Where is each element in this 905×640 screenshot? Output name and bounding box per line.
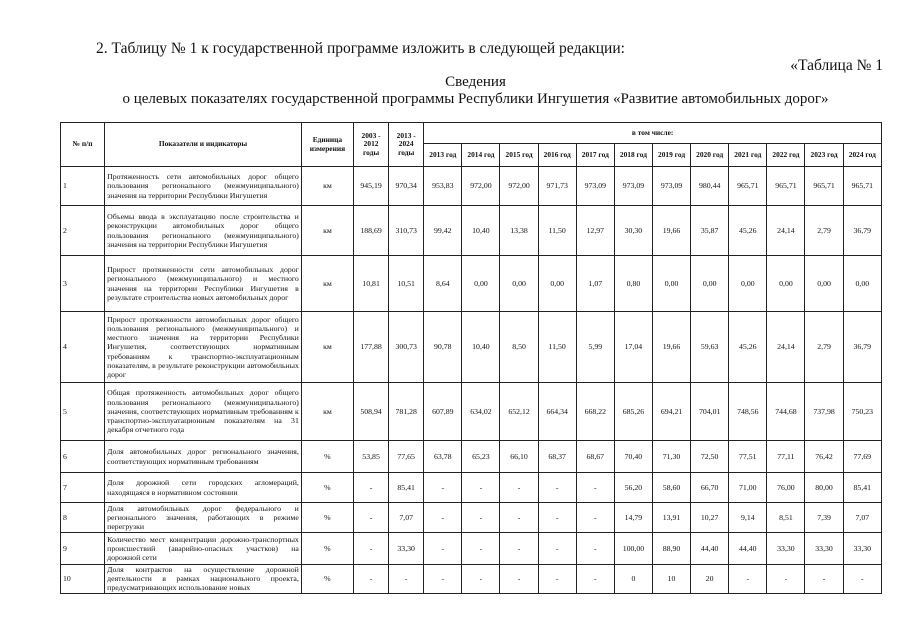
year-value: 8,51: [767, 503, 805, 533]
unit-cell: км: [301, 206, 353, 256]
year-value: 58,60: [652, 473, 690, 503]
year-value: 10,40: [462, 312, 500, 383]
year-value: 68,67: [576, 441, 614, 473]
year-value: 0,00: [767, 256, 805, 312]
year-value: 19,66: [652, 312, 690, 383]
year-value: -: [538, 503, 576, 533]
year-value: 11,50: [538, 206, 576, 256]
year-value: 685,26: [614, 383, 652, 441]
year-value: -: [424, 565, 462, 594]
year-value: 12,97: [576, 206, 614, 256]
year-value: 68,37: [538, 441, 576, 473]
header-year: 2023 год: [805, 144, 843, 167]
value-2003-2012: 53,85: [354, 441, 389, 473]
value-2013-2024: 7,07: [389, 503, 424, 533]
unit-cell: км: [301, 312, 353, 383]
year-value: 664,34: [538, 383, 576, 441]
year-value: 737,98: [805, 383, 843, 441]
year-value: 10,40: [462, 206, 500, 256]
year-value: 19,66: [652, 206, 690, 256]
year-value: 2,79: [805, 312, 843, 383]
table-row: [61, 167, 882, 206]
year-value: 70,40: [614, 441, 652, 473]
year-value: 77,51: [729, 441, 767, 473]
year-value: -: [538, 473, 576, 503]
year-value: 668,22: [576, 383, 614, 441]
year-value: 77,11: [767, 441, 805, 473]
year-value: 971,73: [538, 167, 576, 206]
unit-cell: %: [301, 503, 353, 533]
year-value: 71,00: [729, 473, 767, 503]
year-value: -: [729, 565, 767, 594]
year-value: 10: [652, 565, 690, 594]
year-value: 694,21: [652, 383, 690, 441]
year-value: 748,56: [729, 383, 767, 441]
year-value: 2,79: [805, 206, 843, 256]
indicator-name: Протяженность сети автомобильных дорог общего пользования регионального (межмуниципального) значения на территории Республики Ингушетия: [105, 167, 302, 206]
year-value: 0,00: [805, 256, 843, 312]
year-value: 88,90: [652, 533, 690, 565]
indicator-name: Прирост протяженности автомобильных дорог общего пользования регионального (межмуниципального) и местного значения на территории Республики Ингушетия, соответствующих нормативным требованиям к транспортно-эксплуатационным показателям, в результате реконструкции автомобильных дорог: [105, 312, 302, 383]
year-value: 0,00: [843, 256, 881, 312]
header-year: 2017 год: [576, 144, 614, 167]
year-value: 8,50: [500, 312, 538, 383]
year-value: -: [424, 503, 462, 533]
year-value: 973,09: [652, 167, 690, 206]
year-value: 66,70: [691, 473, 729, 503]
year-value: 0,80: [614, 256, 652, 312]
year-value: -: [576, 503, 614, 533]
year-value: 76,00: [767, 473, 805, 503]
year-value: 65,23: [462, 441, 500, 473]
year-value: -: [767, 565, 805, 594]
year-value: -: [538, 565, 576, 594]
table-title: Сведения: [445, 74, 506, 90]
row-number: 1: [61, 167, 105, 206]
value-2003-2012: 945,19: [354, 167, 389, 206]
year-value: 972,00: [462, 167, 500, 206]
row-number: 10: [61, 565, 105, 594]
year-value: 33,30: [805, 533, 843, 565]
year-value: 0,00: [500, 256, 538, 312]
indicator-name: Доля автомобильных дорог регионального значения, соответствующих нормативным требованиям: [105, 441, 302, 473]
year-value: 99,42: [424, 206, 462, 256]
row-number: 9: [61, 533, 105, 565]
year-value: 35,87: [691, 206, 729, 256]
indicator-name: Доля контрактов на осуществление дорожной деятельности в рамках национального проекта, предусматривающих использование новых: [105, 565, 302, 594]
year-value: 44,40: [691, 533, 729, 565]
year-value: 20: [691, 565, 729, 594]
year-value: 744,68: [767, 383, 805, 441]
year-value: 77,69: [843, 441, 881, 473]
header-year: 2016 год: [538, 144, 576, 167]
year-value: 965,71: [843, 167, 881, 206]
year-value: 965,71: [805, 167, 843, 206]
year-value: 45,26: [729, 206, 767, 256]
year-value: 0: [614, 565, 652, 594]
year-value: 11,50: [538, 312, 576, 383]
year-value: 72,50: [691, 441, 729, 473]
header-year: 2020 год: [691, 144, 729, 167]
year-value: 7,39: [805, 503, 843, 533]
year-value: 607,89: [424, 383, 462, 441]
year-value: 24,14: [767, 206, 805, 256]
value-2003-2012: 188,69: [354, 206, 389, 256]
year-value: 0,00: [652, 256, 690, 312]
row-number: 3: [61, 256, 105, 312]
value-2003-2012: -: [354, 565, 389, 594]
header-year: 2019 год: [652, 144, 690, 167]
year-value: 80,00: [805, 473, 843, 503]
year-value: 10,27: [691, 503, 729, 533]
year-value: 0,00: [729, 256, 767, 312]
year-value: 972,00: [500, 167, 538, 206]
unit-cell: %: [301, 473, 353, 503]
header-num: № п/п: [61, 123, 105, 167]
year-value: 14,79: [614, 503, 652, 533]
year-value: 980,44: [691, 167, 729, 206]
year-value: 66,10: [500, 441, 538, 473]
year-value: 44,40: [729, 533, 767, 565]
value-2003-2012: 508,94: [354, 383, 389, 441]
unit-cell: %: [301, 533, 353, 565]
table-row: [61, 441, 882, 473]
unit-cell: км: [301, 383, 353, 441]
year-value: 36,79: [843, 206, 881, 256]
header-range-2013-2024: 2013 - 2024 годы: [389, 123, 424, 167]
value-2013-2024: -: [389, 565, 424, 594]
indicator-name: Прирост протяженности сети автомобильных дорог регионального (межмуниципального) и местного значения на территории Республики Ингушетия в результате строительства новых автомобильных дорог: [105, 256, 302, 312]
indicator-name: Общая протяженность автомобильных дорог общего пользования регионального (межмуниципального) значения, соответствующих нормативным требованиям к транспортно-эксплуатационным показателям на 31 декабря отчетного года: [105, 383, 302, 441]
year-value: -: [424, 473, 462, 503]
value-2003-2012: 10,81: [354, 256, 389, 312]
year-value: 90,78: [424, 312, 462, 383]
year-value: 634,02: [462, 383, 500, 441]
header-name: Показатели и индикаторы: [105, 123, 302, 167]
header-year: 2022 год: [767, 144, 805, 167]
year-value: 63,78: [424, 441, 462, 473]
year-value: 33,30: [843, 533, 881, 565]
table-row: [61, 256, 882, 312]
year-value: -: [462, 565, 500, 594]
year-value: 7,07: [843, 503, 881, 533]
value-2013-2024: 85,41: [389, 473, 424, 503]
header-including: в том числе:: [424, 123, 882, 144]
table-reference: «Таблица № 1: [790, 57, 883, 74]
year-value: 76,42: [805, 441, 843, 473]
year-value: -: [500, 533, 538, 565]
value-2003-2012: 177,88: [354, 312, 389, 383]
year-value: 13,91: [652, 503, 690, 533]
header-range-2003-2012: 2003 - 2012 годы: [354, 123, 389, 167]
row-number: 4: [61, 312, 105, 383]
header-year: 2015 год: [500, 144, 538, 167]
year-value: 36,79: [843, 312, 881, 383]
header-year: 2021 год: [729, 144, 767, 167]
year-value: -: [576, 565, 614, 594]
table-row: [61, 206, 882, 256]
value-2013-2024: 300,73: [389, 312, 424, 383]
year-value: 71,30: [652, 441, 690, 473]
year-value: 965,71: [729, 167, 767, 206]
year-value: -: [500, 503, 538, 533]
year-value: 5,99: [576, 312, 614, 383]
year-value: -: [500, 565, 538, 594]
year-value: -: [500, 473, 538, 503]
header-year: 2013 год: [424, 144, 462, 167]
indicators-table: [60, 122, 882, 594]
year-value: 13,38: [500, 206, 538, 256]
year-value: 0,00: [538, 256, 576, 312]
row-number: 6: [61, 441, 105, 473]
year-value: 100,00: [614, 533, 652, 565]
value-2013-2024: 10,51: [389, 256, 424, 312]
year-value: 85,41: [843, 473, 881, 503]
table-row: [61, 565, 882, 594]
value-2013-2024: 77,65: [389, 441, 424, 473]
header-year: 2024 год: [843, 144, 881, 167]
value-2013-2024: 310,73: [389, 206, 424, 256]
year-value: -: [424, 533, 462, 565]
year-value: -: [462, 503, 500, 533]
row-number: 5: [61, 383, 105, 441]
indicator-name: Доля дорожной сети городских агломераций, находящаяся в нормативном состоянии: [105, 473, 302, 503]
value-2003-2012: -: [354, 533, 389, 565]
year-value: 1,07: [576, 256, 614, 312]
year-value: -: [538, 533, 576, 565]
year-value: 652,12: [500, 383, 538, 441]
table-row: [61, 383, 882, 441]
value-2013-2024: 781,28: [389, 383, 424, 441]
indicator-name: Количество мест концентрации дорожно-транспортных происшествий (аварийно-опасных участков) на дорожной сети: [105, 533, 302, 565]
value-2003-2012: -: [354, 503, 389, 533]
year-value: 750,23: [843, 383, 881, 441]
table-row: [61, 312, 882, 383]
year-value: -: [462, 533, 500, 565]
year-value: 965,71: [767, 167, 805, 206]
year-value: -: [462, 473, 500, 503]
year-value: -: [576, 533, 614, 565]
unit-cell: %: [301, 441, 353, 473]
year-value: 0,00: [462, 256, 500, 312]
unit-cell: км: [301, 167, 353, 206]
year-value: 973,09: [614, 167, 652, 206]
year-value: 33,30: [767, 533, 805, 565]
table-row: [61, 503, 882, 533]
year-value: 0,00: [691, 256, 729, 312]
unit-cell: км: [301, 256, 353, 312]
year-value: 8,64: [424, 256, 462, 312]
header-year: 2018 год: [614, 144, 652, 167]
year-value: -: [576, 473, 614, 503]
year-value: -: [805, 565, 843, 594]
indicator-name: Объемы ввода в эксплуатацию после строительства и реконструкции автомобильных дорог общего пользования регионального (межмуниципального) значения на территории Республики Ингушетия: [105, 206, 302, 256]
table-body: [61, 167, 882, 594]
year-value: 30,30: [614, 206, 652, 256]
year-value: 56,20: [614, 473, 652, 503]
header-year: 2014 год: [462, 144, 500, 167]
table-row: [61, 473, 882, 503]
year-value: 953,83: [424, 167, 462, 206]
year-value: 9,14: [729, 503, 767, 533]
year-value: 45,26: [729, 312, 767, 383]
year-value: 704,01: [691, 383, 729, 441]
year-value: 24,14: [767, 312, 805, 383]
row-number: 8: [61, 503, 105, 533]
table-subtitle: о целевых показателях государственной программы Республики Ингушетия «Развитие автомобильных дорог»: [122, 91, 829, 107]
value-2013-2024: 33,30: [389, 533, 424, 565]
value-2013-2024: 970,34: [389, 167, 424, 206]
row-number: 2: [61, 206, 105, 256]
year-value: 17,04: [614, 312, 652, 383]
value-2003-2012: -: [354, 473, 389, 503]
intro-paragraph: 2. Таблицу № 1 к государственной программе изложить в следующей редакции:: [96, 40, 625, 57]
year-value: -: [843, 565, 881, 594]
indicator-name: Доля автомобильных дорог федерального и регионального значения, работающих в режиме перегрузки: [105, 503, 302, 533]
year-value: 59,63: [691, 312, 729, 383]
table-row: [61, 533, 882, 565]
row-number: 7: [61, 473, 105, 503]
header-unit: Единица измерения: [301, 123, 353, 167]
unit-cell: %: [301, 565, 353, 594]
year-value: 973,09: [576, 167, 614, 206]
